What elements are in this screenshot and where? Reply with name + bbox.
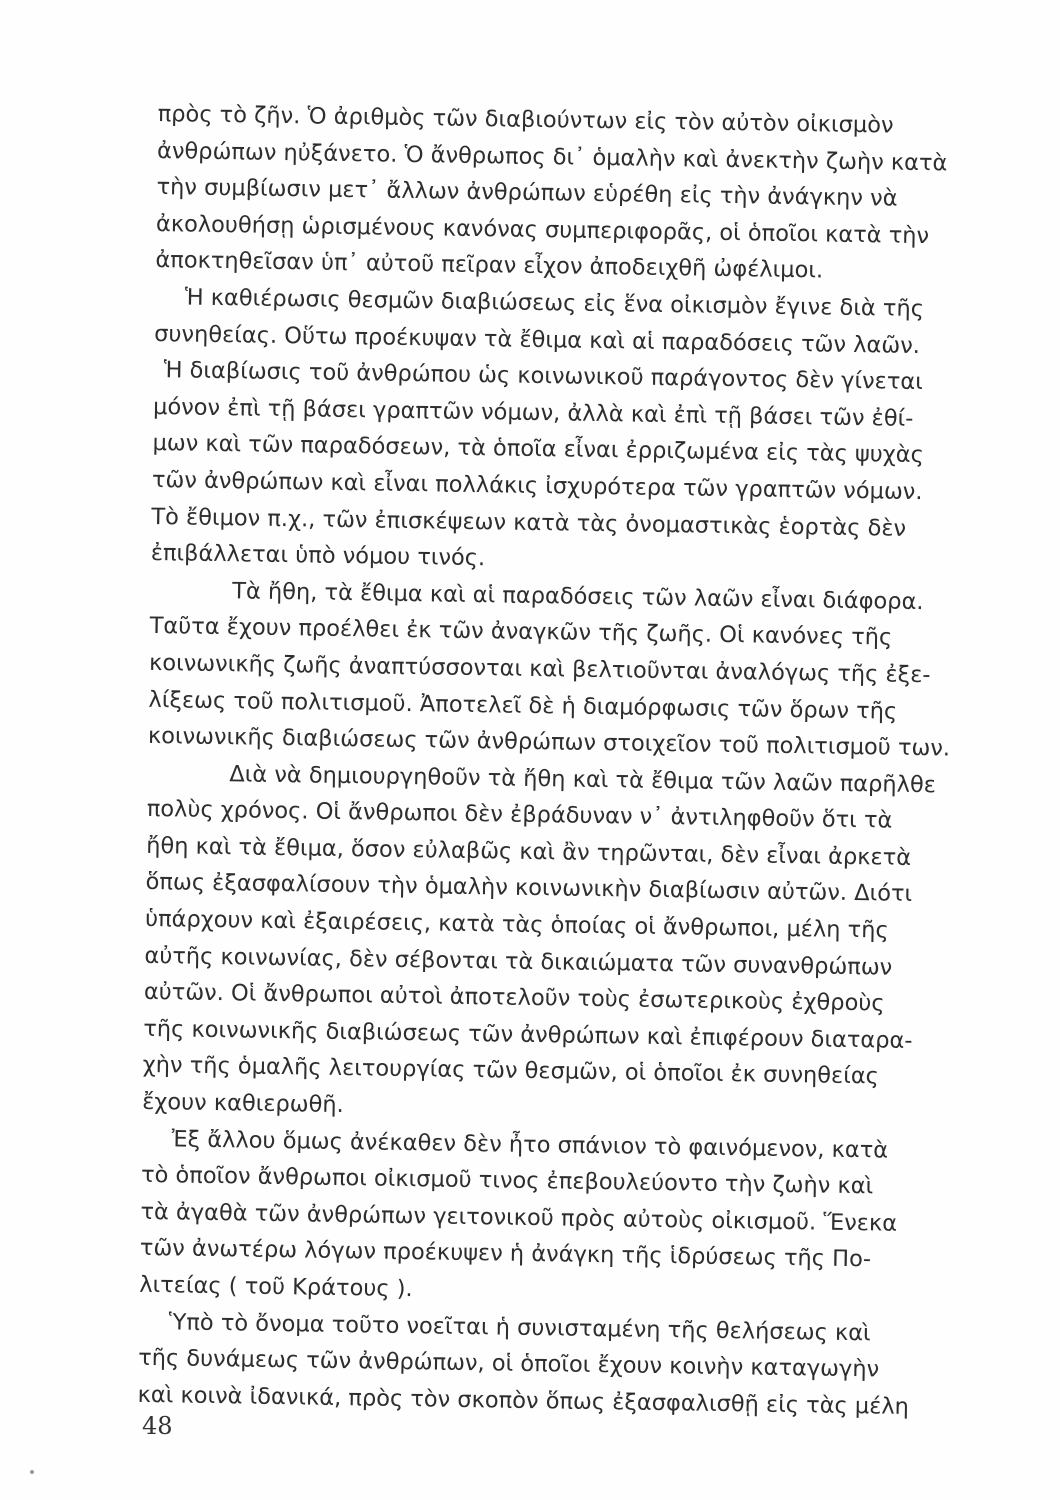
text-line: πολὺς χρόνος. Οἱ ἄνθρωποι δὲν ἐβράδυναν ν᾽ ἀντιληφθοῦν ὅτι τὰ <box>146 796 893 834</box>
paragraph-start-line: Ἡ διαβίωσις τοῦ ἀνθρώπου ὡς κοινωνικοῦ παράγοντος δὲν γίνεται <box>163 357 924 396</box>
text-line: αὐτῶν. Οἱ ἄνθρωποι αὐτοὶ ἀποτελοῦν τοὺς ἐσωτερικοὺς ἐχθροὺς <box>143 979 885 1017</box>
text-line: τὸ ὁποῖον ἄνθρωποι οἰκισμοῦ τινος ἐπεβουλεύοντο τὴν ζωὴν καὶ <box>140 1162 874 1200</box>
text-line: χὴν τῆς ὁμαλῆς λειτουργίας τῶν θεσμῶν, οἱ ὁποῖοι ἐκ συνηθείας <box>142 1052 880 1090</box>
text-line: πρὸς τὸ ζῆν. Ὁ ἀριθμὸς τῶν διαβιούντων εἰς τὸν αὐτὸν οἰκισμὸν <box>157 100 894 139</box>
text-line: κοινωνικῆς ζωῆς ἀναπτύσσονται καὶ βελτιοῦνται ἀναλόγως τῆς ἐξε- <box>148 649 931 689</box>
text-line: μων καὶ τῶν παραδόσεων, τὰ ὁποῖα εἶναι ἐρριζωμένα εἰς τὰς ψυχὰς <box>152 430 925 469</box>
paragraph-start-line: Διὰ νὰ δημιουργηθοῦν τὰ ἤθη καὶ τὰ ἔθιμα τῶν λαῶν παρῆλθε <box>229 760 937 798</box>
paragraph-start-line: Ἐξ ἄλλου ὅμως ἀνέκαθεν δὲν ἦτο σπάνιον τὸ φαινόμενον, κατὰ <box>171 1125 889 1164</box>
text-line: ἀκολουθήσῃ ὡρισμένους κανόνας συμπεριφορᾶς, οἱ ὁποῖοι κατὰ τὴν <box>155 210 930 249</box>
paragraph-start-line: Ἡ καθιέρωσις θεσμῶν διαβιώσεως εἰς ἕνα οἰκισμὸν ἔγινε διὰ τῆς <box>184 284 925 323</box>
text-line: λίξεως τοῦ πολιτισμοῦ. Ἀποτελεῖ δὲ ἡ διαμόρφωσις τῶν ὅρων τῆς <box>148 686 898 725</box>
text-line: ἔχουν καθιερωθῆ. <box>141 1088 344 1119</box>
text-line: Ταῦτα ἔχουν προέλθει ἐκ τῶν ἀναγκῶν τῆς ζωῆς. Οἱ κανόνες τῆς <box>149 613 893 651</box>
paragraph-start-line: Τὰ ἤθη, τὰ ἔθιμα καὶ αἱ παραδόσεις τῶν λαῶν εἶναι διάφορα. <box>232 577 924 615</box>
text-line: τῶν ἀνθρώπων καὶ εἶναι πολλάκις ἰσχυρότερα τῶν γραπτῶν νόμων. <box>151 466 923 505</box>
body-text <box>137 96 1018 1427</box>
paragraph-start-line: Ὑπὸ τὸ ὄνομα τοῦτο νοεῖται ἡ συνισταμένη τῆς θελήσεως καὶ <box>168 1308 871 1346</box>
text-line: τὴν συμβίωσιν μετ᾽ ἄλλων ἀνθρώπων εὑρέθη εἰς τὴν ἀνάγκην νὰ <box>156 174 898 212</box>
text-line: καὶ κοινὰ ἰδανικά, πρὸς τὸν σκοπὸν ὅπως ἐξασφαλισθῇ εἰς τὰς μέλη <box>137 1381 910 1420</box>
text-line: μόνον ἐπὶ τῇ βάσει γραπτῶν νόμων, ἀλλὰ καὶ ἐπὶ τῇ βάσει τῶν ἐθί- <box>152 393 914 432</box>
text-line: ἤθη καὶ τὰ ἔθιμα, ὅσον εὐλαβῶς καὶ ἂν τηρῶνται, δὲν εἶναι ἀρκετὰ <box>146 832 912 871</box>
text-line: συνηθείας. Οὕτω προέκυψαν τὰ ἔθιμα καὶ αἱ παραδόσεις τῶν λαῶν. <box>154 320 921 359</box>
text-line: αὐτῆς κοινωνίας, δὲν σέβονται τὰ δικαιώματα τῶν συνανθρώπων <box>144 942 893 981</box>
text-line: τῆς κοινωνικῆς διαβιώσεως τῶν ἀνθρώπων καὶ ἐπιφέρουν διαταρα- <box>143 1015 913 1054</box>
text-line: ἀποκτηθεῖσαν ὑπ᾽ αὐτοῦ πεῖραν εἶχον ἀποδειχθῆ ὠφέλιμοι. <box>155 247 824 284</box>
text-line: τῶν ἀνωτέρω λόγων προέκυψεν ἡ ἀνάγκη τῆς ἱδρύσεως τῆς Πο- <box>139 1235 872 1273</box>
text-line: ὅπως ἐξασφαλίσουν τὴν ὁμαλὴν κοινωνικὴν διαβίωσιν αὐτῶν. Διότι <box>145 869 913 908</box>
text-line: τὰ ἀγαθὰ τῶν ἀνθρώπων γειτονικοῦ πρὸς αὐτοὺς οἰκισμοῦ. Ἕνεκα <box>140 1198 898 1237</box>
paper-speck <box>30 1470 34 1474</box>
text-line: Τὸ ἔθιμον π.χ., τῶν ἐπισκέψεων κατὰ τὰς ὀνομαστικὰς ἑορτὰς δὲν <box>151 503 907 542</box>
page-number: 48 <box>142 1412 173 1440</box>
text-line: ἀνθρώπων ηὐξάνετο. Ὁ ἄνθρωπος δι᾽ ὁμαλὴν καὶ ἀνεκτὴν ζωὴν κατὰ <box>156 137 948 176</box>
text-line: τῆς δυνάμεως τῶν ἀνθρώπων, οἱ ὁποῖοι ἔχουν κοινὴν καταγωγὴν <box>137 1345 880 1383</box>
text-line: λιτείας ( τοῦ Κράτους ). <box>139 1271 413 1303</box>
text-line: ἐπιβάλλεται ὑπὸ νόμου τινός. <box>150 540 486 572</box>
text-line: κοινωνικῆς διαβιώσεως τῶν ἀνθρώπων στοιχεῖον τοῦ πολιτισμοῦ των. <box>147 723 951 762</box>
text-line: ὑπάρχουν καὶ ἐξαιρέσεις, κατὰ τὰς ὁποίας οἱ ἄνθρωποι, μέλη τῆς <box>144 905 889 944</box>
